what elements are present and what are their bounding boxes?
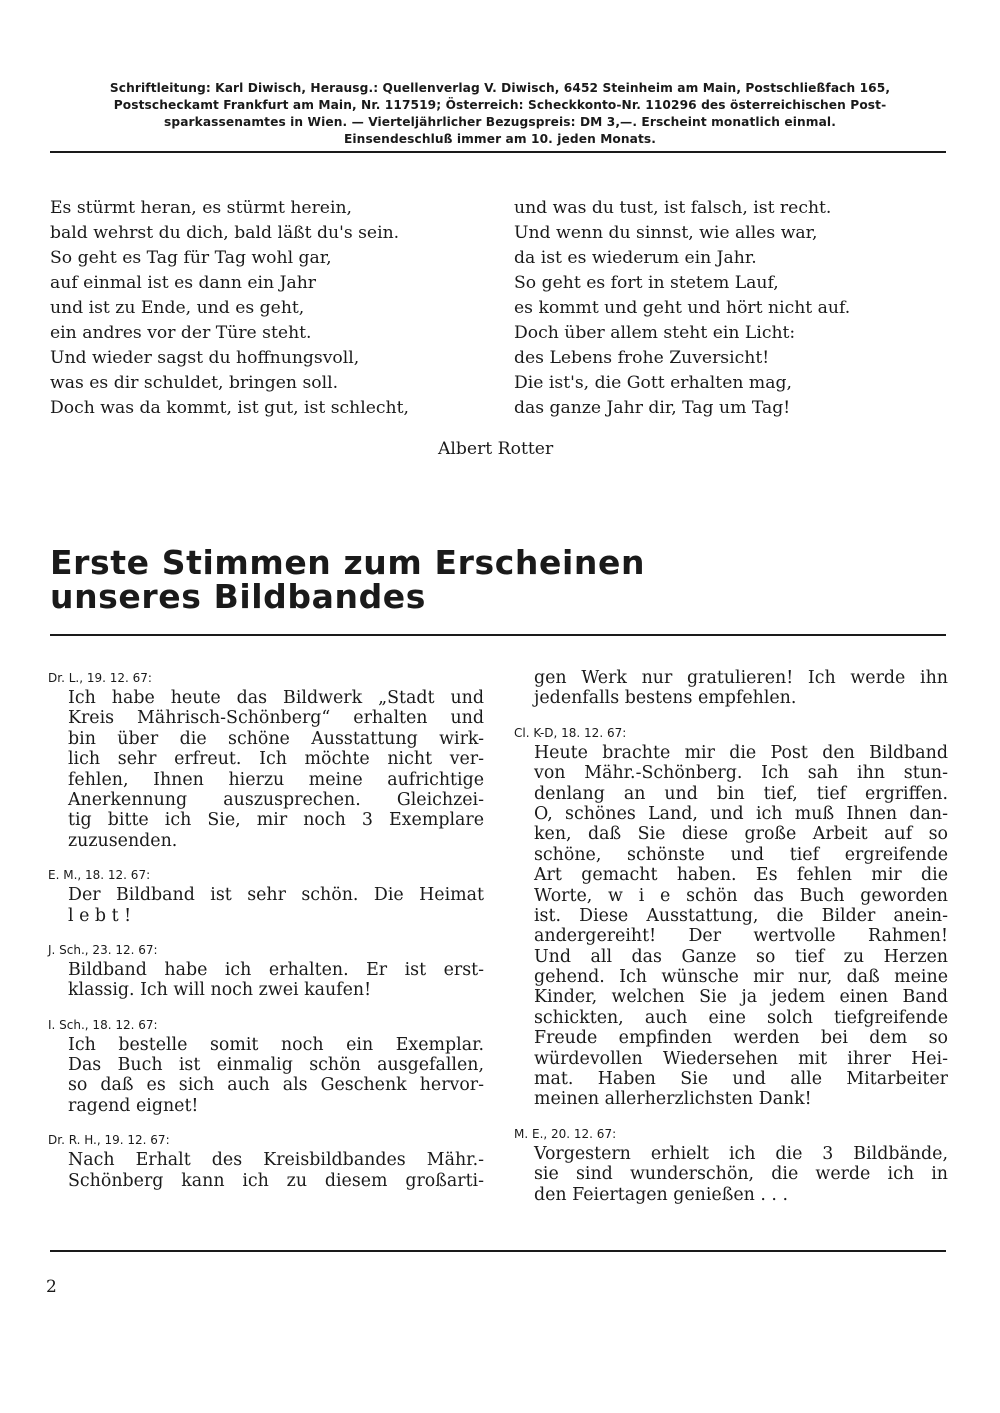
- letter-line: Worte, w i e schön das Buch geworden: [534, 885, 948, 906]
- letter-sender-date: Dr. R. H., 19. 12. 67:: [48, 1133, 170, 1148]
- poem-line: Und wieder sagst du hoffnungsvoll,: [50, 348, 360, 368]
- page-number: 2: [46, 1277, 57, 1297]
- letter-line: Das Buch ist einmalig schön ausgefallen,: [68, 1055, 484, 1076]
- letter-entry: [514, 1124, 948, 1205]
- poem-line: So geht es Tag für Tag wohl gar,: [50, 248, 332, 268]
- poem-line: Es stürmt heran, es stürmt herein,: [50, 198, 353, 218]
- poem-left-column: [50, 196, 409, 421]
- letter-line: Art gemacht haben. Es fehlen mir die: [534, 865, 948, 886]
- poem-line: bald wehrst du dich, bald läßt du's sein.: [50, 223, 400, 243]
- letter-line: gehend. Ich wünsche mir nur, daß meine: [534, 967, 948, 988]
- masthead-line: sparkassenamtes in Wien. — Vierteljährlicher Bezugspreis: DM 3,—. Erscheint monatlich einmal.: [164, 115, 836, 129]
- letter-entry: [48, 865, 484, 926]
- masthead-line: Einsendeschluß immer am 10. jeden Monats.: [343, 132, 657, 146]
- letter-entry: [48, 940, 484, 1001]
- headline-rule: [50, 634, 946, 636]
- letter-line: Und all das Ganze so tief zu Herzen: [534, 946, 948, 967]
- letter-line: Anerkennung auszusprechen. Gleichzei-: [68, 789, 484, 810]
- letter-entry: [48, 668, 484, 851]
- letter-line: Vorgestern erhielt ich die 3 Bildbände,: [534, 1143, 948, 1164]
- headline-line-2: unseres Bildbandes: [50, 577, 427, 616]
- letter-text: [68, 688, 484, 851]
- letter-sender-date: I. Sch., 18. 12. 67:: [48, 1017, 158, 1032]
- letter-line: Ich bestelle somit noch ein Exemplar.: [68, 1034, 484, 1055]
- letter-line: tig bitte ich Sie, mir noch 3 Exemplare: [68, 810, 484, 831]
- letter-line: ken, daß Sie diese große Arbeit auf so: [534, 824, 948, 845]
- letter-line: ist. Diese Ausstattung, die Bilder anein-: [534, 905, 948, 926]
- letter-line: jedenfalls bestens empfehlen.: [534, 688, 797, 709]
- letter-text: [68, 1150, 484, 1191]
- poem-line: Doch was da kommt, ist gut, ist schlecht,: [50, 398, 409, 418]
- letter-line: schöne, schönste und tief ergreifende: [534, 844, 948, 865]
- letter-line: schickten, auch eine solch tiefgreifende: [534, 1007, 948, 1028]
- poem-line: was es dir schuldet, bringen soll.: [50, 373, 339, 393]
- letter-continuation: [514, 668, 948, 709]
- letter-line: ragend eignet!: [68, 1095, 199, 1116]
- poem-author: Albert Rotter: [438, 439, 554, 459]
- letter-line: mat. Haben Sie und alle Mitarbeiter: [534, 1069, 948, 1090]
- letter-line: Ich habe heute das Bildwerk „Stadt und: [68, 688, 484, 708]
- letter-line: Kreis Mährisch-Schönberg“ erhalten und: [68, 708, 484, 729]
- letter-line: bin über die schöne Ausstattung wirk-: [68, 728, 484, 749]
- letter-line: würdevollen Wiedersehen mit ihrer Hei-: [534, 1048, 948, 1069]
- letter-line: andergereiht! Der wertvolle Rahmen!: [534, 926, 948, 947]
- poem-line: da ist es wiederum ein Jahr.: [514, 248, 757, 268]
- letter-line: Schönberg kann ich zu diesem großarti-: [68, 1170, 484, 1191]
- letter-entry: [48, 1015, 484, 1117]
- letter-sender-date: E. M., 18. 12. 67:: [48, 868, 151, 883]
- letter-entry: [514, 723, 948, 1110]
- poem-line: Doch über allem steht ein Licht:: [514, 323, 796, 343]
- letter-sender-date: Dr. L., 19. 12. 67:: [48, 671, 152, 685]
- letter-line: sie sind wunderschön, die werde ich in: [534, 1164, 948, 1185]
- poem-line: und was du tust, ist falsch, ist recht.: [514, 198, 832, 218]
- letter-line: Nach Erhalt des Kreisbildbandes Mähr.-: [68, 1150, 484, 1171]
- poem-right-column: [514, 196, 850, 421]
- letter-text: [534, 668, 948, 709]
- letter-text: [534, 743, 948, 1110]
- letter-line: Kinder, welchen Sie ja jedem einen Band: [534, 987, 948, 1008]
- poem-line: Die ist's, die Gott erhalten mag,: [514, 373, 792, 393]
- poem-line: ein andres vor der Türe steht.: [50, 323, 312, 343]
- letter-line: Bildband habe ich erhalten. Er ist erst-: [68, 959, 484, 980]
- letter-line: den Feiertagen genießen . . .: [534, 1184, 788, 1205]
- headline-line-1: Erste Stimmen zum Erscheinen: [50, 543, 646, 582]
- masthead-rule: [50, 151, 946, 153]
- letter-line: Freude empfinden werden bei dem so: [534, 1028, 948, 1049]
- letter-line: Heute brachte mir die Post den Bildband: [534, 742, 948, 763]
- letter-line: Der Bildband ist sehr schön. Die Heimat: [68, 885, 484, 906]
- masthead: [60, 80, 940, 148]
- poem-line: des Lebens frohe Zuversicht!: [514, 348, 770, 368]
- letter-line: gen Werk nur gratulieren! Ich werde ihn: [534, 668, 948, 688]
- letter-line: O, schönes Land, und ich muß Ihnen dan-: [534, 803, 948, 824]
- letter-line: lich sehr erfreut. Ich möchte nicht ver-: [68, 749, 484, 770]
- letter-text: [534, 1144, 948, 1205]
- poem-line: So geht es fort in stetem Lauf,: [514, 273, 779, 293]
- letter-text: [68, 885, 484, 926]
- letter-entry: [48, 1130, 484, 1191]
- letters-right-column: [514, 668, 948, 1219]
- masthead-line: Schriftleitung: Karl Diwisch, Herausg.: Quellenverlag V. Diwisch, 6452 Steinheim am Main, Postschließfach 165,: [109, 81, 891, 95]
- letter-text: [68, 960, 484, 1001]
- poem-line: Und wenn du sinnst, wie alles war,: [514, 223, 818, 243]
- letters-left-column: [48, 668, 484, 1205]
- letter-sender-date: Cl. K-D, 18. 12. 67:: [514, 725, 627, 740]
- letter-line: fehlen, Ihnen hierzu meine aufrichtige: [68, 769, 484, 790]
- poem-line: und ist zu Ende, und es geht,: [50, 298, 305, 318]
- poem-line: es kommt und geht und hört nicht auf.: [514, 298, 851, 318]
- letter-sender-date: M. E., 20. 12. 67:: [514, 1126, 617, 1141]
- footer-rule: [50, 1250, 946, 1252]
- letter-sender-date: J. Sch., 23. 12. 67:: [48, 942, 158, 957]
- letter-text: [68, 1035, 484, 1117]
- article-headline: [50, 543, 646, 616]
- masthead-line: Postscheckamt Frankfurt am Main, Nr. 117519; Österreich: Scheckkonto-Nr. 110296 des österreichischen Post-: [113, 98, 887, 112]
- letter-line: so daß es sich auch als Geschenk hervor-: [68, 1075, 484, 1096]
- poem-line: auf einmal ist es dann ein Jahr: [50, 273, 317, 293]
- letter-line: denlang an und bin tief, tief ergriffen.: [534, 783, 948, 804]
- letter-line: meinen allerherzlichsten Dank!: [534, 1089, 812, 1110]
- letter-line: zuzusenden.: [68, 830, 178, 851]
- letter-line: von Mähr.-Schönberg. Ich sah ihn stun-: [534, 763, 948, 784]
- poem-line: das ganze Jahr dir, Tag um Tag!: [514, 398, 791, 418]
- letter-line: l e b t !: [68, 905, 132, 926]
- letter-line: klassig. Ich will noch zwei kaufen!: [68, 980, 372, 1001]
